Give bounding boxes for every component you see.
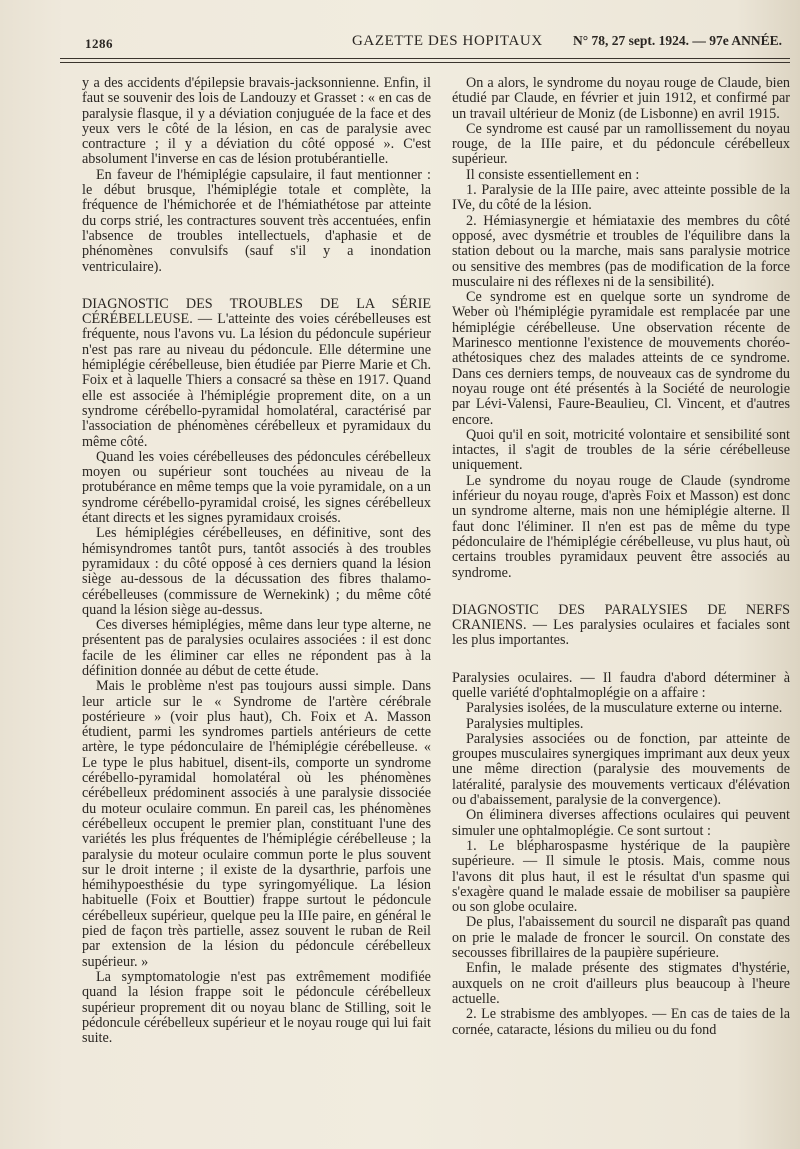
paragraph: Ce syndrome est en quelque sorte un syndrome de Weber où l'hémiplégie pyramidale est remplacée par une hémiplégie cérébelleuse. Une observation récente de Marinesco mentionne l'existence de mouvements choréo-athétosiques chez des malades atteints de ce syndrome. Dans ces derniers temps, de nouveaux cas de syndrome du noyau rouge ont été présentés à la Société de neurologie par Lévi-Valensi, Faure-Beaulieu, Cl. Vincent, et d'autres encore.: [452, 289, 790, 428]
page-header: [60, 30, 786, 54]
paragraph: 2. Le strabisme des amblyopes. — En cas de taies de la cornée, cataracte, lésions du milieu ou du fond: [452, 1006, 790, 1038]
paragraph: Mais le problème n'est pas toujours aussi simple. Dans leur article sur le « Syndrome de l'artère cérébrale postérieure » (voir plus haut), Ch. Foix et A. Masson étudient, parmi les syndromes partiels antérieurs de cette artère, le type pédonculaire de l'hémiplégie cérébelleuse. « Le type le plus habituel, disent-ils, comporte un syndrome cérébello-pyramidal homolatéral où les phénomènes cérébelleux prédominent associés à une paralysie dissociée du moteur oculaire commun. En pareil cas, les phénomènes cérébelleux occupent le premier plan, constituant l'une des variétés les plus fréquentes de l'hémiplégie cérébelleuse ; la paralysie du moteur oculaire commun porte le plus souvent sur le droit interne ; il existe de la dysarthrie, parfois une hémihypoesthésie du type syringomyélique. La lésion habituelle (Foix et Bouttier) frappe surtout le pédoncule cérébelleux supérieur, quelque peu la IIIe paire, en général le pied de façon très partielle, assez souvent le ruban de Reil par extension de la lésion du pédoncule cérébelleux supérieur. »: [82, 678, 431, 970]
paragraph: DIAGNOSTIC DES TROUBLES DE LA SÉRIE CÉRÉBELLEUSE. — L'atteinte des voies cérébelleuses est fréquente, nous l'avons vu. La lésion du pédoncule supérieur n'est pas rare au niveau du pédoncule. Elle détermine une hémiplégie cérébelleuse, bien étudiée par Pierre Marie et Ch. Foix et à laquelle Thiers a consacré sa thèse en 1917. Quand elle est associée à l'hémiplégie proprement dite, on a un syndrome cérébello-pyramidal homolatéral, caractérisé par l'association de phénomènes cérébelleux et pyramidaux du même côté.: [82, 295, 431, 450]
paragraph: Enfin, le malade présente des stigmates d'hystérie, auxquels on ne croit d'ailleurs plus beaucoup à l'heure actuelle.: [452, 960, 790, 1007]
paragraph: Ces diverses hémiplégies, même dans leur type alterne, ne présentent pas de paralysies oculaires associées : il est donc facile de les éliminer car elles ne répondent pas à la définition donnée au début de cette étude.: [82, 617, 431, 679]
header-rule-thin: [60, 62, 790, 63]
paragraph: Les hémiplégies cérébelleuses, en définitive, sont des hémisyndromes tantôt purs, tantôt associés à des troubles pyramidaux : du côté opposé à ces derniers quand la lésion siège au-dessous de la décussation des fibres thalamo-cérébelleuses (commissure de Wernekink) ; du même côté quand la lésion siège au-dessus.: [82, 525, 431, 618]
paragraph: Paralysies associées ou de fonction, par atteinte de groupes musculaires synergiques imprimant aux deux yeux une même direction (paralysie des mouvements de latéralité, paralysie des mouvements verticaux d'élévation ou d'abaissement, paralysie de la convergence).: [452, 730, 790, 809]
paragraph: En faveur de l'hémiplégie capsulaire, il faut mentionner : le début brusque, l'hémiplégie totale et complète, la fréquence de l'hémichorée et de l'hémiathétose par atteinte du corps strié, les contractures souvent très accentuées, enfin l'absence de troubles intellectuels, d'aphasie et de phénomènes convulsifs (sauf s'il y a inondation ventriculaire).: [82, 166, 431, 275]
paragraph: 1. Paralysie de la IIIe paire, avec atteinte possible de la IVe, du côté de la lésion.: [452, 182, 790, 214]
section-heading-paragraph: DIAGNOSTIC DES PARALYSIES DE NERFS CRANIENS. — Les paralysies oculaires et faciales sont les plus importantes.: [452, 601, 790, 649]
subheading-paragraph: Paralysies oculaires. — Il faudra d'abord déterminer à quelle variété d'ophtalmoplégie on a affaire :: [452, 669, 790, 701]
paragraph: y a des accidents d'épilepsie bravais-jacksonnienne. Enfin, il faut se souvenir des lois de Landouzy et Grasset : « en cas de paralysie flasque, il y a déviation conjuguée de la face et des yeux vers le côté de la lésion, en cas de paralysie avec contracture ; il y a déviation du côté opposé ». C'est absolument l'inverse en cas de lésion protubérantielle.: [82, 76, 431, 168]
paragraph: Paralysies multiples.: [466, 715, 584, 732]
paragraph: 2. Hémiasynergie et hémiataxie des membres du côté opposé, avec dysmétrie et troubles de l'équilibre dans la station debout ou la marche, mais sans paralysie motrice ou sensitive des membres (pas de modification de la force musculaire ni des réflexes ni de la sensibilité).: [452, 212, 790, 290]
paragraph: 1. Le blépharospasme hystérique de la paupière supérieure. — Il simule le ptosis. Mais, comme nous l'avons dit plus haut, il est le résultat d'un spasme qui s'exagère quand le malade essaie de mobiliser sa paupière ou son globe oculaire.: [452, 837, 790, 916]
header-rule-thick: [60, 58, 790, 59]
paragraph: La symptomatologie n'est pas extrêmement modifiée quand la lésion frappe soit le pédoncule cérébelleux supérieur proprement dit ou noyau blanc de Stilling, soit le pédoncule cérébelleux supérieur et le noyau rouge qui lui fait suite.: [82, 968, 431, 1047]
paragraph: Le syndrome du noyau rouge de Claude (syndrome inférieur du noyau rouge, d'après Foix et Masson) est donc un syndrome alterne, mais non une hémiplégie alterne. Il faut donc l'éliminer. Il n'en est pas de même du type pédonculaire de l'hémiplégie cérébelleuse, vu plus haut, où certains troubles pyramidaux peuvent être associés au syndrome.: [452, 472, 790, 581]
paragraph: Ce syndrome est causé par un ramollissement du noyau rouge, de la IIIe paire, et du pédoncule cérébelleux supérieur.: [452, 120, 790, 168]
paragraph: On éliminera diverses affections oculaires qui peuvent simuler une ophtalmoplégie. Ce sont surtout :: [452, 807, 790, 839]
paragraph: De plus, l'abaissement du sourcil ne disparaît pas quand on prie le malade de froncer le sourcil. On constate des secousses fibrillaires de la paupière supérieure.: [452, 914, 790, 962]
right-column: [452, 76, 790, 1135]
paragraph: Quand les voies cérébelleuses des pédoncules cérébelleux moyen ou supérieur sont touchées au niveau de la protubérance en même temps que la voie pyramidale, on a un syndrome cérébello-pyramidal croisé, les signes cérébelleux étant directs et les signes pyramidaux croisés.: [82, 448, 431, 527]
paragraph: On a alors, le syndrome du noyau rouge de Claude, bien étudié par Claude, en février et juin 1912, et confirmé par un travail ultérieur de Moniz (de Lisbonne) en avril 1915.: [452, 76, 790, 122]
journal-title: GAZETTE DES HOPITAUX: [352, 33, 543, 49]
left-column: [82, 76, 431, 1135]
paragraph: Il consiste essentiellement en :: [466, 166, 640, 183]
paragraph: Paralysies isolées, de la musculature externe ou interne.: [466, 700, 783, 717]
paragraph: Quoi qu'il en soit, motricité volontaire et sensibilité sont intactes, il s'agit de troubles de la série cérébelleuse uniquement.: [452, 426, 790, 474]
issue-info: N° 78, 27 sept. 1924. — 97e ANNÉE.: [572, 33, 782, 48]
page-number: 1286: [85, 36, 113, 51]
